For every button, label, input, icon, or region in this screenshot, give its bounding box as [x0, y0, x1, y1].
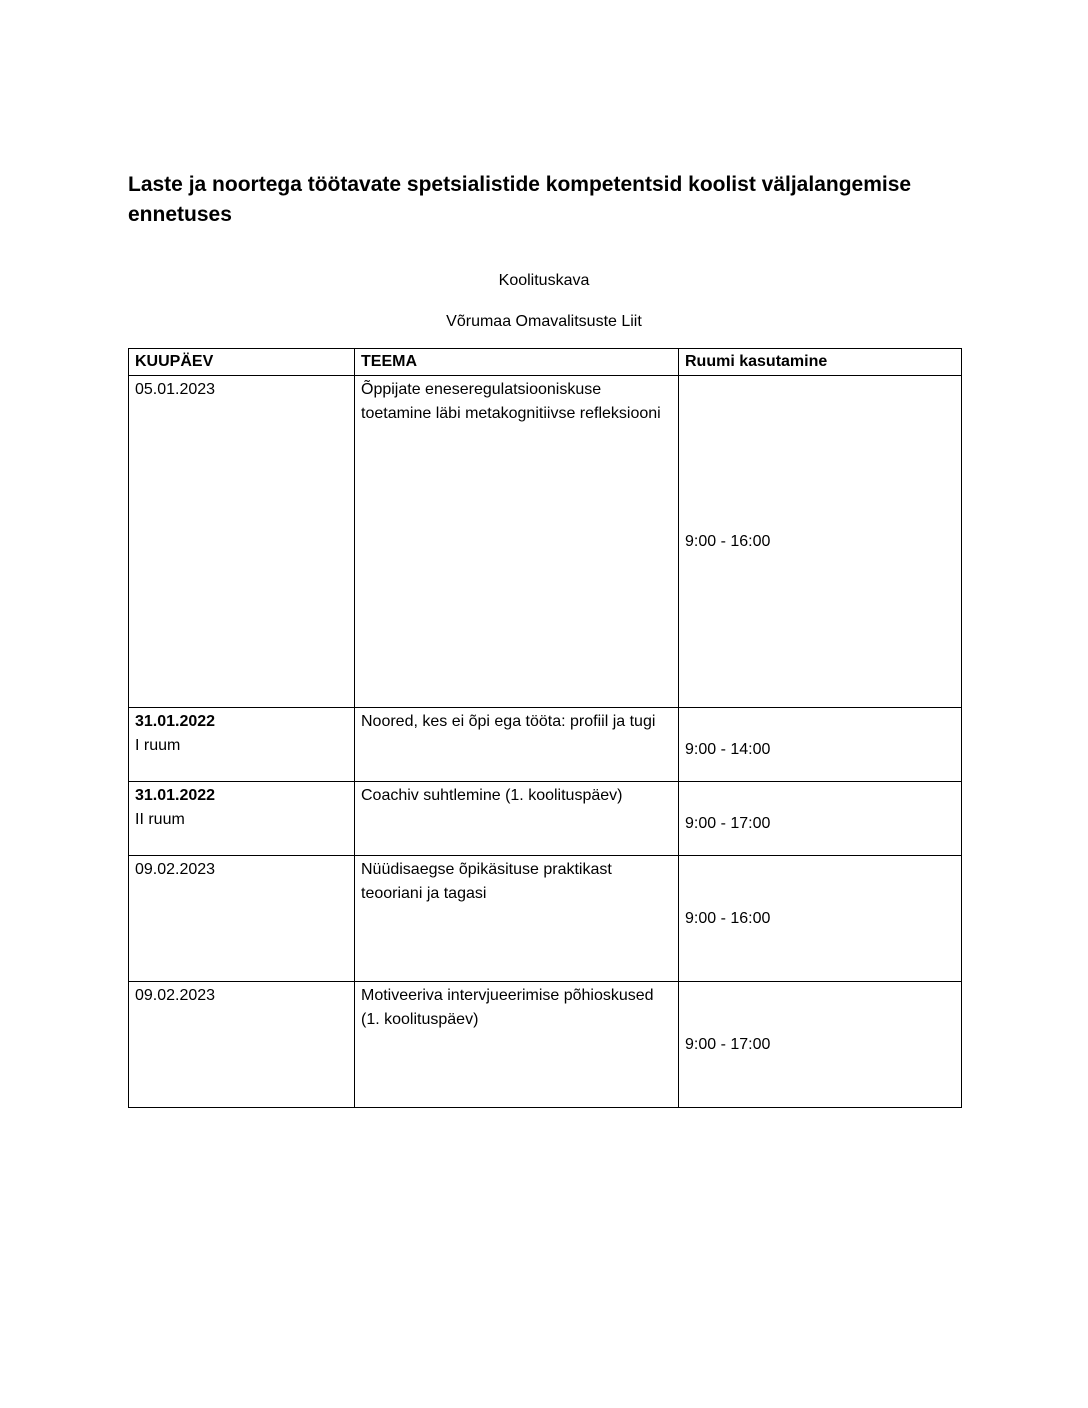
page-title: Laste ja noortega töötavate spetsialistide kompetentsid koolist väljalangemise ennetuses: [128, 173, 912, 226]
topic-cell: Coachiv suhtlemine (1. koolituspäev): [355, 782, 679, 856]
date-text: 31.01.2022: [135, 787, 216, 804]
date-cell: [129, 856, 355, 982]
room-text: II ruum: [135, 811, 185, 828]
column-header-topic: TEEMA: [355, 349, 679, 376]
time-text: 9:00 - 17:00: [685, 814, 771, 832]
time-cell: [679, 782, 962, 856]
table-row: [129, 982, 962, 1108]
date-cell: [129, 708, 355, 782]
room-text: I ruum: [135, 737, 181, 754]
time-text: 9:00 - 16:00: [685, 909, 771, 927]
topic-cell: Noored, kes ei õpi ega tööta: profiil ja tugi: [355, 708, 679, 782]
table-row: [129, 708, 962, 782]
time-cell: [679, 982, 962, 1108]
time-cell: [679, 856, 962, 982]
date-cell: [129, 376, 355, 708]
date-text: 09.02.2023: [135, 987, 216, 1004]
document-subtitle: Koolituskava: [498, 272, 590, 289]
schedule-table: [128, 348, 962, 1108]
topic-cell: Õppijate eneseregulatsiooniskuse toetamine läbi metakognitiivse refleksiooni: [355, 376, 679, 708]
table-row: [129, 782, 962, 856]
date-text: 05.01.2023: [135, 381, 216, 398]
date-cell: [129, 782, 355, 856]
table-header-row: [129, 349, 962, 376]
organization-name: Võrumaa Omavalitsuste Liit: [446, 313, 642, 330]
column-header-date: KUUPÄEV: [129, 349, 355, 376]
time-text: 9:00 - 14:00: [685, 740, 771, 758]
column-header-room: Ruumi kasutamine: [679, 349, 962, 376]
topic-cell: Motiveeriva intervjueerimise põhioskused (1. koolituspäev): [355, 982, 679, 1108]
topic-cell: Nüüdisaegse õpikäsituse praktikast teooriani ja tagasi: [355, 856, 679, 982]
time-text: 9:00 - 17:00: [685, 1035, 771, 1053]
date-text: 09.02.2023: [135, 861, 216, 878]
table-row: [129, 376, 962, 708]
date-text: 31.01.2022: [135, 713, 216, 730]
table-row: [129, 856, 962, 982]
time-text: 9:00 - 16:00: [685, 532, 771, 550]
time-cell: [679, 708, 962, 782]
time-cell: [679, 376, 962, 708]
date-cell: [129, 982, 355, 1108]
